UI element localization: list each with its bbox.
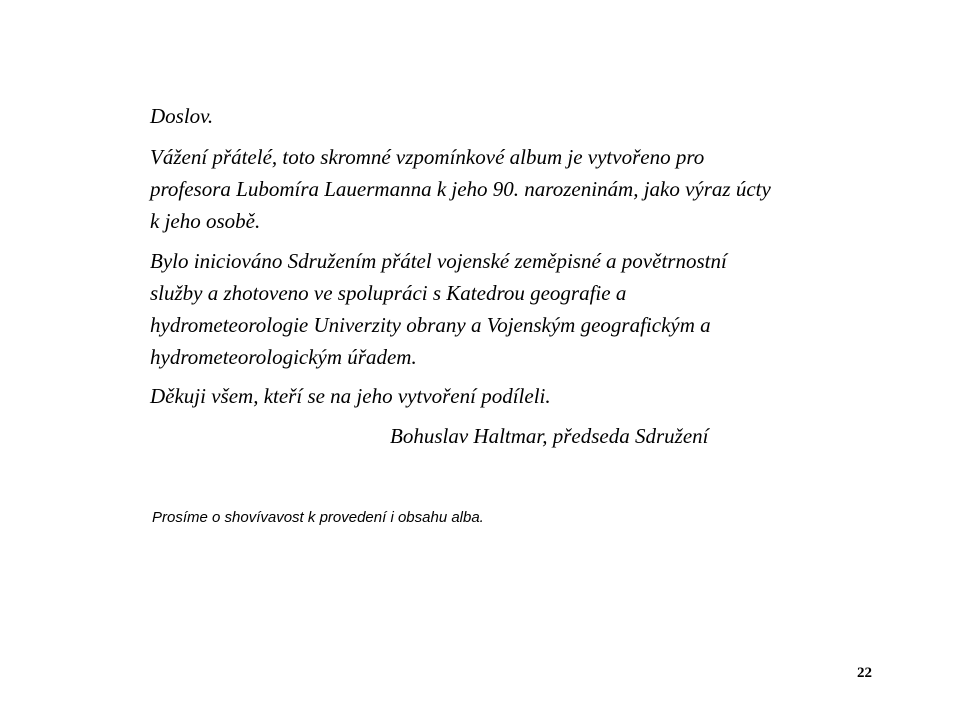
paragraph-line: služby a zhotoveno ve spolupráci s Katedrou geografie a [150, 281, 627, 305]
paragraph-line: Bylo iniciováno Sdružením přátel vojenské zeměpisné a povětrnostní [150, 249, 727, 273]
paragraph-line: hydrometeorologickým úřadem. [150, 345, 417, 369]
heading: Doslov. [150, 104, 214, 128]
paragraph-line: Vážení přátelé, toto skromné vzpomínkové album je vytvořeno pro [150, 145, 705, 169]
paragraph-line: Děkuji všem, kteří se na jeho vytvoření podíleli. [150, 384, 551, 408]
paragraph-line: profesora Lubomíra Lauermanna k jeho 90. narozeninám, jako výraz úcty [150, 177, 771, 201]
paragraph-line: k jeho osobě. [150, 209, 261, 233]
page-number: 22 [857, 665, 872, 681]
note-text: Prosíme o shovívavost k provedení i obsahu alba. [152, 509, 484, 526]
signature: Bohuslav Haltmar, předseda Sdružení [390, 424, 709, 448]
paragraph-thanks [150, 380, 551, 412]
paragraph-dedication [150, 141, 771, 237]
paragraph-initiation [150, 245, 727, 373]
paragraph-line: hydrometeorologie Univerzity obrany a Vojenským geografickým a [150, 313, 711, 337]
